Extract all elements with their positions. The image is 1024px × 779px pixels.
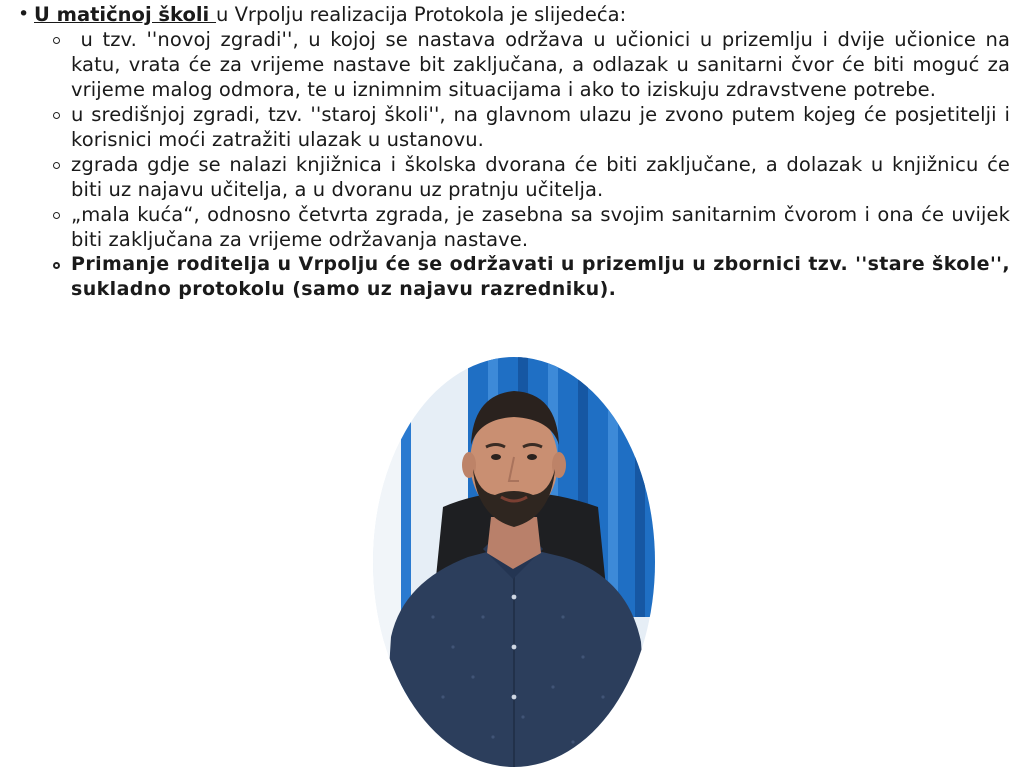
main-bullet-text: u Vrpolju realizacija Protokola je slijedeća: (216, 3, 627, 26)
sub-item-library-hall: zgrada gdje se nalazi knjižnica i školska dvorana će biti zaključane, a dolazak u knjižnicu će biti uz najavu učitelja, a u dvoranu uz pratnju učitelja. (71, 153, 1010, 201)
sub-item-parent-meetings: Primanje roditelja u Vrpolju će se održavati u prizemlju u zbornici tzv. ''stare škole'', sukladno protokolu (samo uz najavu razredniku). (71, 253, 1010, 300)
sub-bullet-list (18, 27, 1010, 302)
document-body (18, 0, 1010, 302)
main-bullet-lead: U matičnoj školi (34, 3, 217, 26)
sub-item-central-building: u središnjoj zgradi, tzv. ''staroj školi'', na glavnom ulazu je zvono putem kojeg će posjetitelji i korisnici moći zatražiti ulazak u ustanovu. (71, 103, 1010, 151)
sub-item-new-building: u tzv. ''novoj zgradi'', u kojoj se nastava održava u učionici u prizemlju i dvije učionice na katu, vrata će za vrijeme nastave bit zaključana, a odlazak u sanitarni čvor će biti moguć za vrijeme malog odmora, te u iznimnim situacijama i ako to iziskuju zdravstvene potrebe. (71, 28, 1010, 101)
portrait-illustration (373, 357, 655, 767)
portrait-photo (373, 357, 655, 767)
main-bullet-item (18, 2, 1010, 27)
sub-item-small-house: „mala kuća“, odnosno četvrta zgrada, je zasebna sa svojim sanitarnim čvorom i ona će uvijek biti zaključana za vrijeme održavanja nastave. (71, 203, 1010, 251)
